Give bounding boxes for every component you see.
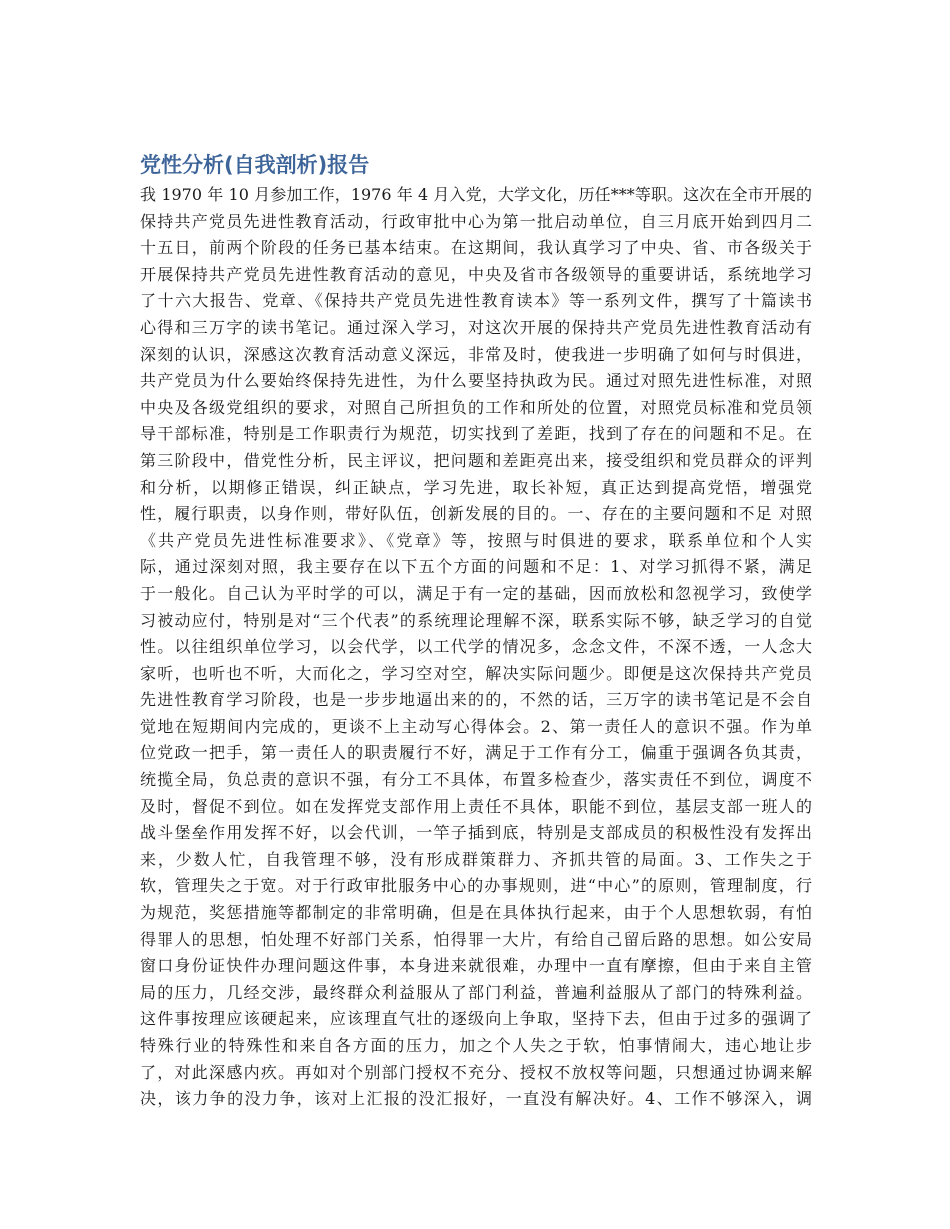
body-line: 了，对此深感内疚。再如对个别部门授权不充分、授权不放权等问题，只想通过协调来解 (140, 1062, 812, 1082)
body-line: 为规范，奖惩措施等都制定的非常明确，但是在具体执行起来，由于个人思想软弱，有怕 (140, 903, 812, 923)
body-line: 觉地在短期间内完成的，更谈不上主动写心得体会。2、第一责任人的意识不强。作为单 (140, 716, 812, 736)
body-line: 来，少数人忙，自我管理不够，没有形成群策群力、齐抓共管的局面。3、工作失之于 (140, 849, 812, 869)
body-line: 这件事按理应该硬起来，应该理直气壮的逐级向上争取，坚持下去，但由于过多的强调了 (140, 1009, 812, 1029)
document-title: 党性分析(自我剖析)报告 (140, 153, 370, 177)
body-line: 习被动应付，特别是对“三个代表”的系统理论理解不深，联系实际不够，缺乏学习的自觉 (140, 610, 812, 630)
body-line: 《共产党员先进性标准要求》、《党章》等，按照与时俱进的要求，联系单位和个人实 (140, 530, 812, 550)
body-line: 统揽全局，负总责的意识不强，有分工不具体，布置多检查少，落实责任不到位，调度不 (140, 770, 812, 790)
body-line: 和分析，以期修正错误，纠正缺点，学习先进，取长补短，真正达到提高党悟，增强党 (140, 477, 812, 497)
body-line: 导干部标准，特别是工作职责行为规范，切实找到了差距，找到了存在的问题和不足。在 (140, 424, 812, 444)
body-line: 心得和三万字的读书笔记。通过深入学习，对这次开展的保持共产党员先进性教育活动有 (140, 317, 812, 337)
body-line: 战斗堡垒作用发挥不好，以会代训，一竿子插到底，特别是支部成员的积极性没有发挥出 (140, 823, 812, 843)
body-line: 先进性教育学习阶段，也是一步步地逼出来的的，不然的话，三万字的读书笔记是不会自 (140, 690, 812, 710)
body-line: 深刻的认识，深感这次教育活动意义深远，非常及时，使我进一步明确了如何与时俱进， (140, 344, 812, 364)
body-line: 家听，也听也不听，大而化之，学习空对空，解决实际问题少。即便是这次保持共产党员 (140, 663, 812, 683)
body-line: 十五日，前两个阶段的任务已基本结束。在这期间，我认真学习了中央、省、市各级关于 (140, 238, 812, 258)
body-line: 得罪人的思想，怕处理不好部门关系，怕得罪一大片，有给自己留后路的思想。如公安局 (140, 929, 812, 949)
body-line: 决，该力争的没力争，该对上汇报的没汇报好，一直没有解决好。4、工作不够深入，调 (140, 1089, 812, 1109)
body-line: 及时，督促不到位。如在发挥党支部作用上责任不具体，职能不到位，基层支部一班人的 (140, 796, 812, 816)
body-line: 性，履行职责，以身作则，带好队伍，创新发展的目的。一、存在的主要问题和不足 对照 (140, 504, 812, 524)
body-line: 共产党员为什么要始终保持先进性，为什么要坚持执政为民。通过对照先进性标准，对照 (140, 371, 812, 391)
body-line: 第三阶段中，借党性分析，民主评议，把问题和差距亮出来，接受组织和党员群众的评判 (140, 450, 812, 470)
body-line: 局的压力，几经交涉，最终群众利益服从了部门利益，普遍利益服从了部门的特殊利益。 (140, 982, 812, 1002)
body-line: 我 1970 年 10 月参加工作，1976 年 4 月入党，大学文化，历任***等职。这次在全市开展的 (140, 185, 812, 204)
body-line: 位党政一把手，第一责任人的职责履行不好，满足于工作有分工，偏重于强调各负其责， (140, 743, 812, 763)
document-body (140, 182, 812, 1113)
body-line: 开展保持共产党员先进性教育活动的意见，中央及省市各级领导的重要讲话，系统地学习 (140, 264, 812, 284)
body-line: 特殊行业的特殊性和来自各方面的压力，加之个人失之于软，怕事情闹大，违心地让步 (140, 1036, 812, 1055)
body-line: 际，通过深刻对照，我主要存在以下五个方面的问题和不足：1、对学习抓得不紧，满足 (140, 557, 812, 577)
body-line: 了十六大报告、党章、《保持共产党员先进性教育读本》等一系列文件，撰写了十篇读书 (140, 291, 812, 311)
body-line: 中央及各级党组织的要求，对照自己所担负的工作和所处的位置，对照党员标准和党员领 (140, 397, 812, 417)
body-line: 性。以往组织单位学习，以会代学，以工代学的情况多，念念文件，不深不透，一人念大 (140, 637, 812, 657)
body-line: 软，管理失之于宽。对于行政审批服务中心的办事规则，进“中心”的原则，管理制度，行 (140, 876, 812, 896)
body-line: 保持共产党员先进性教育活动，行政审批中心为第一批启动单位，自三月底开始到四月二 (140, 211, 812, 231)
body-line: 于一般化。自己认为平时学的可以，满足于有一定的基础，因而放松和忽视学习，致使学 (140, 583, 812, 603)
body-line: 窗口身份证快件办理问题这件事，本身进来就很难，办理中一直有摩擦，但由于来自主管 (140, 956, 812, 976)
